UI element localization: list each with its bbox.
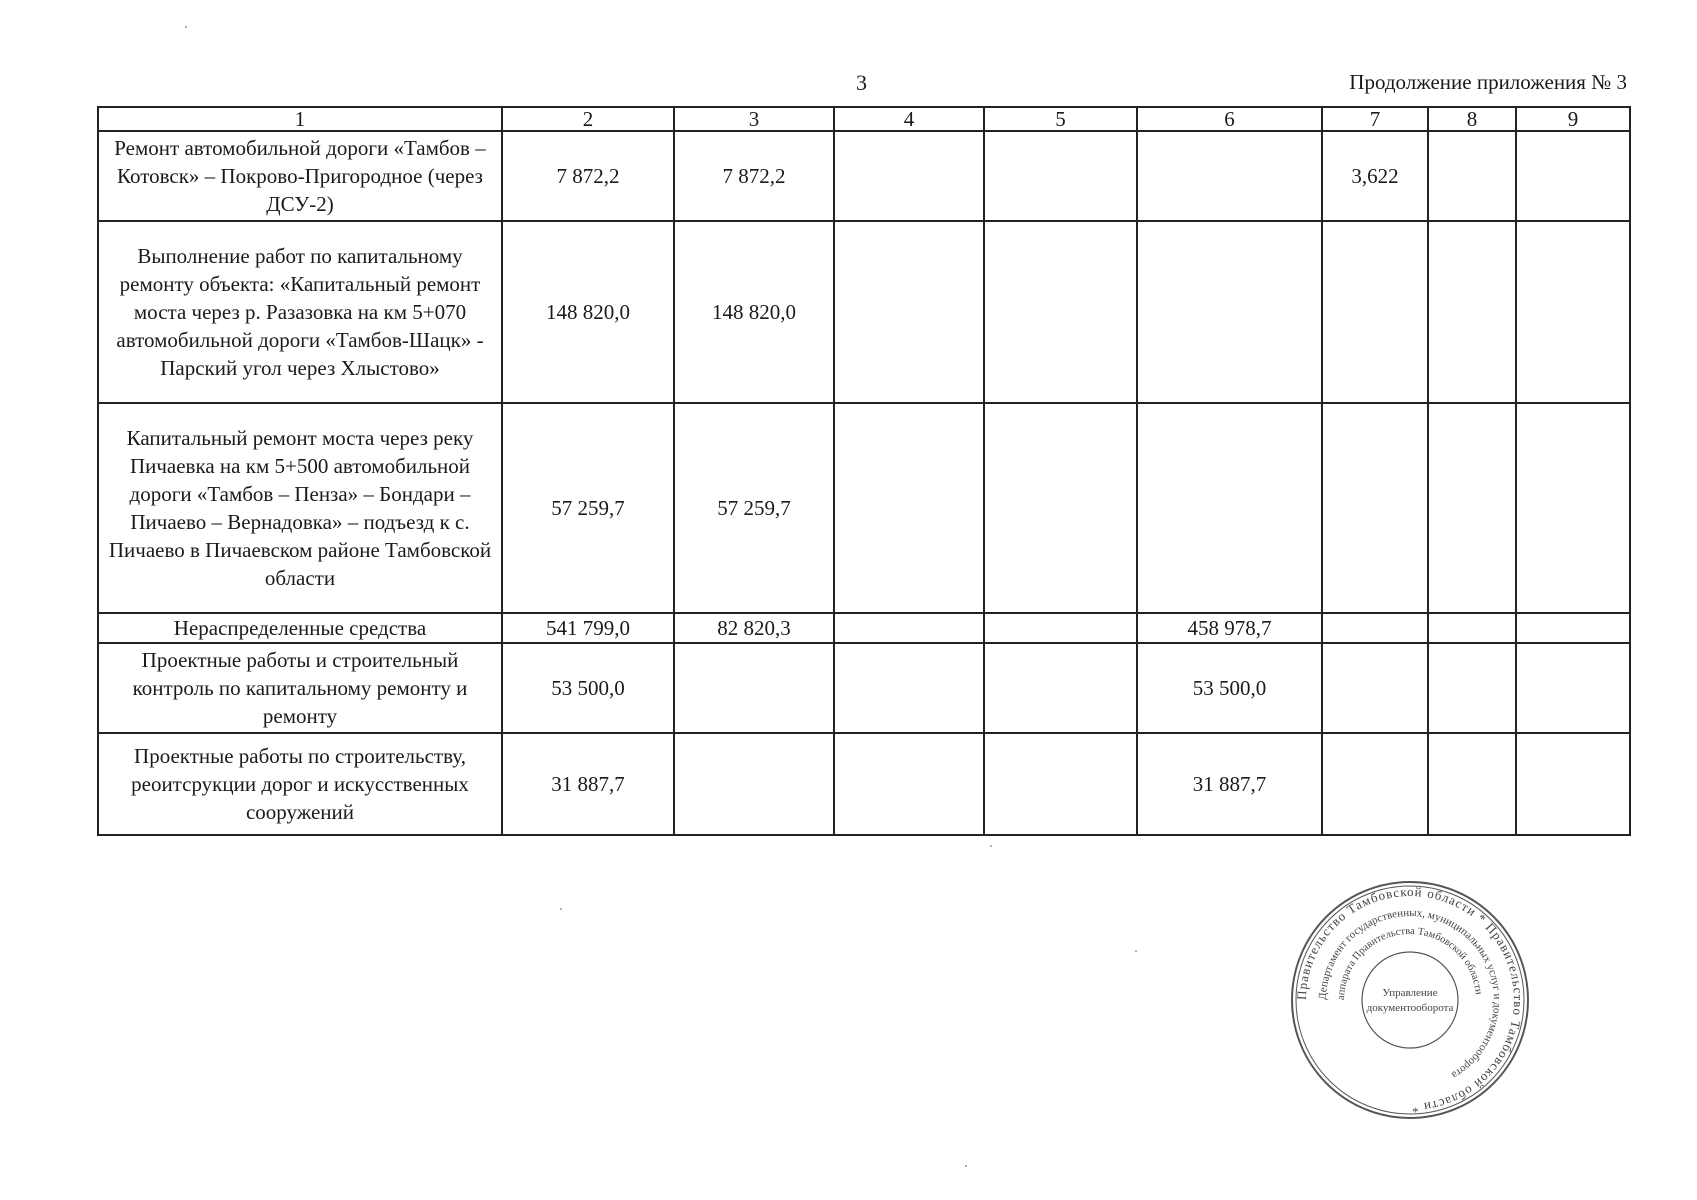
official-stamp (1290, 880, 1530, 1120)
table-cell: 31 887,7 (1137, 733, 1322, 835)
table-cell (1428, 131, 1516, 221)
table-cell: 57 259,7 (674, 403, 834, 613)
table-cell (1137, 403, 1322, 613)
table-row (98, 613, 1630, 643)
table-cell (1428, 733, 1516, 835)
table-row (98, 221, 1630, 403)
table-cell (1428, 643, 1516, 733)
page-number: 3 (856, 70, 867, 95)
table-row (98, 403, 1630, 613)
table-cell: 7 872,2 (674, 131, 834, 221)
table-cell (984, 733, 1137, 835)
column-header: 9 (1516, 107, 1630, 131)
table-cell (1137, 221, 1322, 403)
column-header: 1 (98, 107, 502, 131)
table-cell (834, 131, 984, 221)
table-cell (1516, 403, 1630, 613)
table-cell (1428, 613, 1516, 643)
table-cell (984, 131, 1137, 221)
scan-speck (1135, 950, 1137, 952)
table-cell (1516, 221, 1630, 403)
row-description: Проектные работы по строительству, реоитсрукции дорог и искусственных сооружений (98, 733, 502, 835)
table-cell (1516, 733, 1630, 835)
table-row (98, 643, 1630, 733)
column-header: 7 (1322, 107, 1428, 131)
column-header: 4 (834, 107, 984, 131)
table-cell (1428, 403, 1516, 613)
table-cell (984, 403, 1137, 613)
stamp-center-line-2: документооборота (1366, 1002, 1454, 1014)
table-cell (1322, 403, 1428, 613)
column-header: 6 (1137, 107, 1322, 131)
table-cell: 57 259,7 (502, 403, 674, 613)
table-cell: 148 820,0 (674, 221, 834, 403)
column-header: 2 (502, 107, 674, 131)
appendix-continuation-label: Продолжение приложения № 3 (1349, 70, 1627, 94)
scan-speck (965, 1165, 967, 1167)
table-cell: 53 500,0 (502, 643, 674, 733)
stamp-center-line-1: Управление (1382, 987, 1438, 999)
table-cell: 82 820,3 (674, 613, 834, 643)
column-number-row (98, 107, 1630, 131)
scan-speck (560, 908, 562, 910)
scan-speck (990, 845, 992, 847)
table-cell (1322, 613, 1428, 643)
table-cell: 148 820,0 (502, 221, 674, 403)
table-cell (834, 643, 984, 733)
row-description: Нераспределенные средства (98, 613, 502, 643)
table-cell (1516, 613, 1630, 643)
table-cell: 7 872,2 (502, 131, 674, 221)
table-cell: 541 799,0 (502, 613, 674, 643)
table-row (98, 733, 1630, 835)
table-cell (834, 403, 984, 613)
table-row (98, 131, 1630, 221)
table-cell (1428, 221, 1516, 403)
table-cell (1516, 643, 1630, 733)
table-cell (834, 733, 984, 835)
stamp-middle-text: Департамент государственных, муниципальных услуг и документооборота (1316, 906, 1504, 1082)
table-cell (1516, 131, 1630, 221)
table-cell (674, 643, 834, 733)
row-description: Проектные работы и строительный контроль по капитальному ремонту и ремонту (98, 643, 502, 733)
row-description: Выполнение работ по капитальному ремонту объекта: «Капитальный ремонт моста через р. Разазовка на км 5+070 автомобильной дороги «Тамбов-Шацк» - Парский угол через Хлыстово» (98, 221, 502, 403)
table-cell (1322, 733, 1428, 835)
table-cell: 53 500,0 (1137, 643, 1322, 733)
table-cell (1322, 221, 1428, 403)
table-cell (1137, 131, 1322, 221)
row-description: Капитальный ремонт моста через реку Пичаевка на км 5+500 автомобильной дороги «Тамбов – Пенза» – Бондари – Пичаево – Вернадовка» – подъезд к с. Пичаево в Пичаевском районе Тамбовской области (98, 403, 502, 613)
row-description: Ремонт автомобильной дороги «Тамбов – Котовск» – Покрово-Пригородное (через ДСУ-2) (98, 131, 502, 221)
table-cell (1322, 643, 1428, 733)
table-cell (984, 643, 1137, 733)
budget-table (97, 106, 1631, 836)
table-cell (834, 613, 984, 643)
column-header: 8 (1428, 107, 1516, 131)
table-cell: 3,622 (1322, 131, 1428, 221)
table-cell (984, 613, 1137, 643)
stamp-outer-text: Правительство Тамбовской области * Правительство Тамбовской области * (1293, 883, 1527, 1117)
table-cell: 31 887,7 (502, 733, 674, 835)
column-header: 5 (984, 107, 1137, 131)
table-cell: 458 978,7 (1137, 613, 1322, 643)
column-header: 3 (674, 107, 834, 131)
stamp-inner-text: аппарата Правительства Тамбовской области (1335, 925, 1484, 1001)
scan-speck (185, 26, 187, 28)
table-cell (834, 221, 984, 403)
table-cell (984, 221, 1137, 403)
table-cell (674, 733, 834, 835)
